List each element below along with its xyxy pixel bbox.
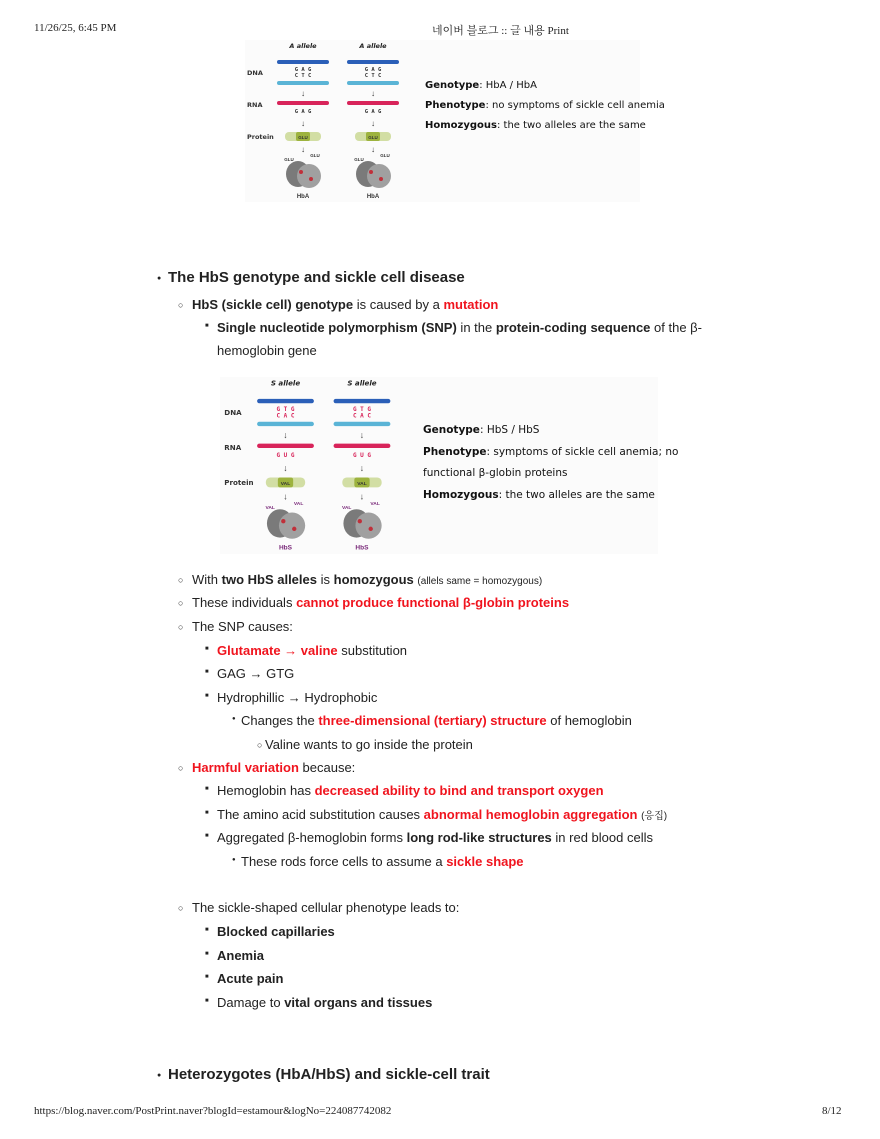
bold-text: vital organs and tissues (284, 995, 433, 1010)
note-label: Genotype (425, 80, 480, 91)
disc-bullet-icon: ● (157, 275, 162, 282)
dna-codon: G A G (294, 67, 312, 73)
heme (369, 170, 373, 174)
bold-text: HbS (sickle cell) genotype (192, 297, 354, 312)
dna-strand (334, 422, 391, 426)
list-item (217, 948, 264, 964)
print-footer-page: 8/12 (822, 1105, 842, 1117)
highlight-text: Harmful variation (192, 760, 299, 775)
rna-strand (257, 444, 314, 448)
hemoglobin-blob (367, 164, 391, 188)
arrow-icon: ↓ (301, 119, 305, 128)
list-item (217, 971, 283, 987)
note-label: Phenotype (423, 445, 487, 458)
section-heading (168, 270, 465, 286)
note-text: (allels same = homozygous) (417, 576, 543, 587)
text: GAG → GTG (217, 666, 295, 681)
text: Heterozygotes (HbA/HbS) and sickle-cell trait (168, 1066, 490, 1083)
amino-label: GLU (298, 135, 308, 140)
allele-diagram (220, 377, 410, 554)
rna-codon: G A G (364, 109, 382, 115)
text: is (317, 572, 334, 587)
dna-strand (334, 399, 391, 403)
protein-name: HbS (278, 544, 293, 552)
print-header-datetime: 11/26/25, 6:45 PM (34, 22, 117, 34)
bold-text: protein-coding sequence (495, 320, 651, 335)
list-item (241, 713, 632, 729)
figure-hba-homozygous (245, 40, 665, 202)
highlight-text: abnormal hemoglobin aggregation (423, 807, 638, 822)
row-label: Protein (224, 478, 254, 488)
hemoglobin-blob (355, 512, 381, 538)
note-text: : no symptoms of sickle cell anemia (485, 100, 665, 111)
circle-bullet-icon: ○ (178, 300, 184, 310)
square-bullet-icon: ■ (205, 693, 209, 699)
circle-bullet-icon: ○ (178, 598, 184, 608)
dna-codon: G A G (364, 67, 382, 73)
note-text: : the two alleles are the same (496, 120, 646, 131)
square-bullet-icon: ■ (205, 323, 209, 329)
text: Aggregated β-hemoglobin forms (217, 830, 407, 845)
dna-codon: C A C (276, 412, 295, 420)
bold-text: Anemia (217, 948, 264, 963)
allele-label: S allele (270, 378, 301, 388)
dna-strand (277, 60, 329, 64)
arrow-icon: ↓ (283, 430, 288, 441)
square-bullet-icon: ■ (205, 951, 209, 957)
rna-codon: G U G (276, 451, 295, 459)
heme (292, 527, 296, 531)
text: The HbS genotype and sickle cell disease (168, 269, 465, 286)
dna-codon: C T C (294, 73, 312, 79)
square-bullet-icon: ■ (205, 669, 209, 675)
arrow-icon: ↓ (371, 119, 375, 128)
text: These individuals (192, 595, 297, 610)
figure-note (425, 100, 665, 111)
figure-note (423, 446, 678, 458)
text: Hydrophillic → Hydrophobic (217, 690, 378, 705)
list-item (192, 297, 498, 313)
note-text: : HbA / HbA (479, 80, 537, 91)
rna-codon: G A G (294, 109, 312, 115)
note-text: : symptoms of sickle cell anemia; no (486, 445, 679, 458)
arrow-icon: ↓ (301, 89, 305, 98)
text: Damage to (217, 995, 285, 1010)
list-item (192, 595, 569, 611)
list-item (217, 830, 653, 846)
amino-label: VAL (357, 482, 367, 488)
text: The SNP causes: (192, 619, 293, 634)
figure-note (423, 424, 539, 436)
figure-note (423, 467, 567, 479)
text: These rods force cells to assume a (241, 854, 447, 869)
square-bullet-icon: ■ (205, 786, 209, 792)
figure-note (425, 120, 646, 131)
list-item (265, 737, 473, 753)
note-text: (응집) (641, 811, 668, 822)
circle-bullet-icon: ○ (178, 763, 184, 773)
arrow-icon: ↓ (359, 430, 365, 441)
heme (309, 177, 313, 181)
dna-codon: C T C (364, 73, 382, 79)
amino-label: GLU (354, 157, 364, 162)
dna-strand (347, 81, 399, 85)
list-item (217, 343, 317, 359)
bold-text: Single nucleotide polymorphism (SNP) (217, 320, 457, 335)
arrow-icon: ↓ (371, 145, 375, 154)
circle-bullet-icon: ○ (178, 622, 184, 632)
text: because: (298, 760, 356, 775)
list-item (217, 666, 294, 682)
heme (369, 527, 373, 531)
list-item (241, 854, 524, 870)
amino-label: VAL (341, 506, 352, 512)
row-label: Protein (247, 133, 274, 141)
highlight-text: mutation (443, 297, 499, 312)
heme (281, 519, 285, 523)
square-bullet-icon: ■ (205, 646, 209, 652)
list-item (217, 320, 702, 336)
text: Valine wants to go inside the protein (265, 737, 473, 752)
highlight-text: decreased ability to bind and transport oxygen (314, 783, 604, 798)
square-bullet-icon: ■ (205, 810, 209, 816)
note-text: functional β-globin proteins (423, 467, 568, 479)
highlight-text: Glutamate → valine (217, 643, 338, 658)
dna-strand (257, 422, 314, 426)
square-bullet-icon: ■ (205, 998, 209, 1004)
rna-strand (347, 101, 399, 105)
hemoglobin-blob (279, 512, 305, 538)
heme (379, 177, 383, 181)
amino-label: GLU (368, 135, 378, 140)
disc-bullet-icon: ● (232, 716, 236, 722)
dna-strand (277, 81, 329, 85)
list-item (217, 643, 407, 659)
text: substitution (337, 643, 408, 658)
note-label: Homozygous (423, 488, 499, 501)
square-bullet-icon: ■ (205, 974, 209, 980)
bold-text: homozygous (333, 572, 414, 587)
arrow-icon: ↓ (283, 462, 288, 473)
circle-bullet-icon: ○ (178, 903, 184, 913)
highlight-text: sickle shape (446, 854, 524, 869)
amino-label: GLU (380, 153, 390, 158)
text: of hemoglobin (546, 713, 632, 728)
heme (358, 519, 362, 523)
note-label: Genotype (423, 424, 480, 436)
amino-label: VAL (280, 482, 291, 488)
amino-label: VAL (370, 501, 380, 507)
list-item (217, 690, 377, 706)
allele-label: A allele (289, 42, 317, 50)
row-label: DNA (224, 408, 242, 418)
text: Hemoglobin has (217, 783, 315, 798)
print-footer-url: https://blog.naver.com/PostPrint.naver?blogId=estamour&logNo=224087742082 (34, 1105, 392, 1117)
arrow-icon: ↓ (301, 145, 305, 154)
list-item (217, 783, 604, 799)
circle-bullet-icon: ○ (178, 575, 184, 585)
amino-label: VAL (265, 506, 275, 512)
allele-label: A allele (359, 42, 387, 50)
text: With (192, 572, 222, 587)
print-header-title: 네이버 블로그 :: 글 내용 Print (432, 25, 569, 37)
heme (299, 170, 303, 174)
rna-strand (334, 444, 391, 448)
figure-note (423, 489, 655, 501)
allele-diagram (245, 40, 415, 202)
circle-bullet-icon: ○ (257, 740, 263, 750)
square-bullet-icon: ■ (205, 927, 209, 933)
amino-label: VAL (293, 501, 304, 507)
disc-bullet-icon: ● (232, 857, 236, 863)
disc-bullet-icon: ● (157, 1072, 162, 1079)
text: The sickle-shaped cellular phenotype leads to: (192, 900, 460, 915)
amino-label: GLU (310, 153, 320, 158)
protein-name: HbS (355, 544, 369, 552)
dna-strand (347, 60, 399, 64)
text: in red blood cells (551, 830, 653, 845)
hemoglobin-blob (297, 164, 321, 188)
list-item (217, 995, 432, 1011)
bold-text: Blocked capillaries (217, 924, 335, 939)
list-item (192, 900, 459, 916)
note-label: Homozygous (425, 120, 497, 131)
protein-name: HbA (366, 194, 380, 200)
row-label: DNA (247, 69, 263, 77)
list-item (192, 760, 355, 776)
arrow-icon: ↓ (283, 491, 288, 502)
list-item (217, 807, 667, 825)
text: The amino acid substitution causes (217, 807, 424, 822)
figure-hbs-homozygous (220, 377, 679, 554)
dna-strand (257, 399, 314, 403)
allele-label: S allele (347, 378, 377, 388)
protein-name: HbA (296, 194, 310, 200)
section-heading (168, 1067, 490, 1083)
text: in the (456, 320, 496, 335)
bold-text: two HbS alleles (221, 572, 317, 587)
text: hemoglobin gene (217, 343, 317, 358)
row-label: RNA (247, 101, 263, 109)
bold-text: Acute pain (217, 971, 284, 986)
dna-codon: C A C (352, 412, 372, 420)
highlight-text: three-dimensional (tertiary) structure (318, 713, 547, 728)
dna-codon: G T G (352, 405, 372, 413)
amino-label: GLU (284, 157, 294, 162)
list-item (192, 619, 293, 635)
text: Changes the (241, 713, 319, 728)
note-text: : the two alleles are the same (498, 488, 655, 501)
square-bullet-icon: ■ (205, 833, 209, 839)
list-item (217, 924, 335, 940)
highlight-text: cannot produce functional β-globin proteins (296, 595, 570, 610)
rna-strand (277, 101, 329, 105)
bold-text: long rod-like structures (406, 830, 552, 845)
note-label: Phenotype (425, 100, 486, 111)
row-label: RNA (224, 443, 242, 453)
figure-note (425, 80, 537, 91)
text: is caused by a (353, 297, 444, 312)
arrow-icon: ↓ (371, 89, 375, 98)
arrow-icon: ↓ (359, 491, 365, 502)
list-item (192, 572, 542, 590)
dna-codon: G T G (276, 405, 295, 413)
note-text: : HbS / HbS (479, 424, 540, 436)
text: of the β- (650, 320, 702, 335)
arrow-icon: ↓ (359, 462, 365, 473)
rna-codon: G U G (352, 451, 372, 459)
